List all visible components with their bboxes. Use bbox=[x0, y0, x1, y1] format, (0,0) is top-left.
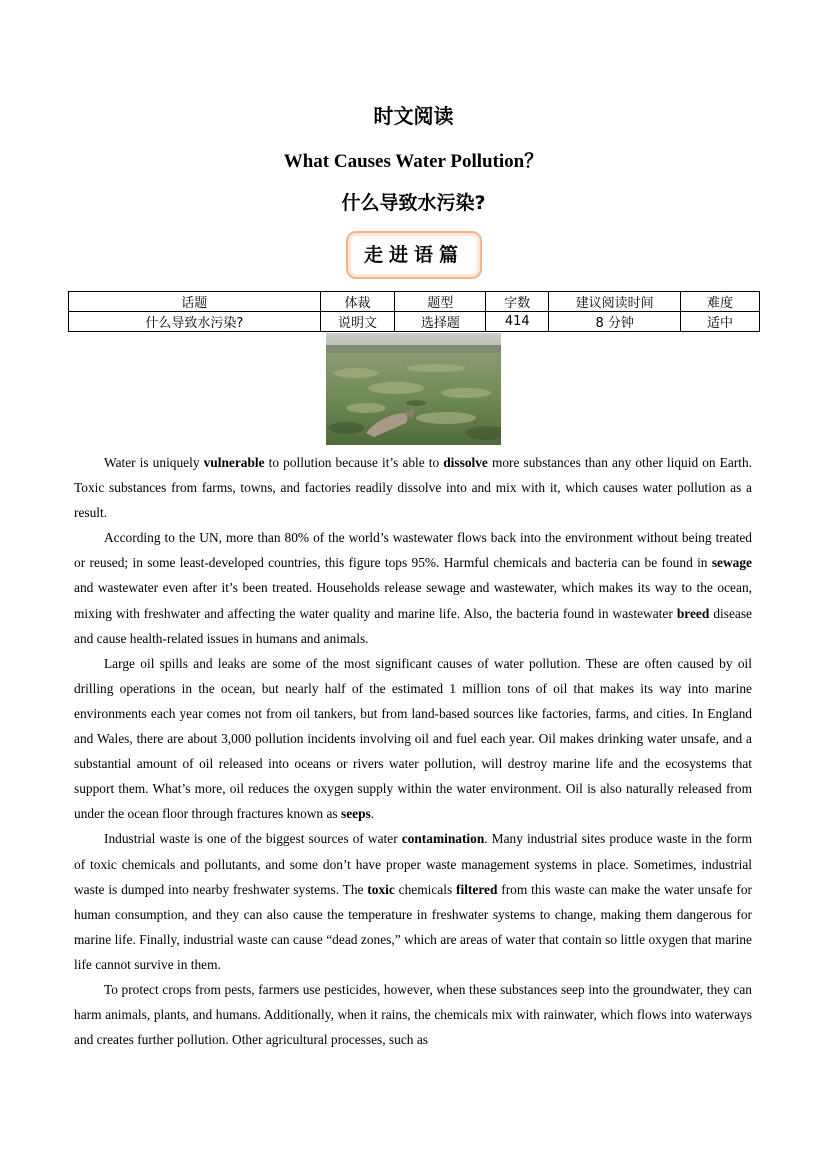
table-header-row bbox=[69, 292, 760, 312]
cell-word-count: 414 bbox=[486, 312, 549, 332]
cell-genre: 说明文 bbox=[320, 312, 395, 332]
article-title-chinese: 什么导致水污染? bbox=[341, 192, 486, 214]
paragraph-3 bbox=[74, 651, 752, 827]
header-reading-time: 建议阅读时间 bbox=[549, 292, 681, 312]
keyword-dissolve: dissolve bbox=[443, 455, 488, 470]
paragraph-4 bbox=[74, 826, 752, 977]
reading-info-table bbox=[68, 291, 760, 332]
article-body bbox=[74, 450, 752, 1052]
table-row bbox=[69, 312, 760, 332]
text-segment: chemicals bbox=[394, 881, 457, 897]
paragraph-1 bbox=[74, 450, 752, 525]
cell-question-type: 选择题 bbox=[395, 312, 486, 332]
text-segment: from this waste can make the water unsafe for human consumption, and they can also cause the temperature in freshwater systems to change, making them dangerous for marine life. Finally, industrial waste can cause “dead zones,” which are areas of water that contain so little oxygen that marine life cannot survive in them. bbox=[74, 881, 752, 972]
article-title-english: What Causes Water Pollution？ bbox=[283, 151, 544, 172]
keyword-toxic: toxic bbox=[367, 881, 395, 897]
text-segment: Large oil spills and leaks are some of the most significant causes of water pollution. These are often caused by oil drilling operations in the ocean, but nearly half of the estimated 1 million tons of oil that makes its way into marine environments each year comes not from oil tankers, but from land-based sources like factories, farms, and cities. In England and Wales, there are about 3,000 pollution incidents involving oil and fuel each year. Oil makes drinking water unsafe, and a substantial amount of oil released into oceans or rivers water pollution, will destroy marine life and the ecosystems that support them. What’s more, oil reduces the oxygen supply within the water environment. Oil is also naturally released from under the ocean floor through fractures known as bbox=[74, 655, 752, 822]
polluted-water-illustration bbox=[326, 333, 501, 445]
paragraph-2 bbox=[74, 525, 752, 650]
text-segment: To protect crops from pests, farmers use pesticides, however, when these substances seep into the groundwater, they can harm animals, plants, and humans. Additionally, when it rains, the chemicals mix with rainwater, which flows into waterways and creates further pollution. Other agricultural processes, such as bbox=[74, 981, 752, 1048]
paragraph-5 bbox=[74, 977, 752, 1052]
cell-difficulty: 适中 bbox=[681, 312, 760, 332]
text-segment: disease and cause health-related issues in humans and animals. bbox=[74, 605, 752, 646]
text-segment: . bbox=[370, 806, 375, 822]
keyword-breed: breed bbox=[676, 605, 710, 621]
header-question-type: 题型 bbox=[395, 292, 486, 312]
text-segment: to pollution because it’s able to bbox=[264, 455, 444, 470]
cell-topic: 什么导致水污染? bbox=[69, 312, 321, 332]
keyword-filtered: filtered bbox=[456, 881, 498, 897]
text-segment: Water is uniquely bbox=[104, 455, 204, 470]
header-topic: 话题 bbox=[69, 292, 321, 312]
keyword-vulnerable: vulnerable bbox=[203, 455, 265, 470]
keyword-contamination: contamination bbox=[401, 831, 485, 847]
header-genre: 体裁 bbox=[320, 292, 395, 312]
header-word-count: 字数 bbox=[486, 292, 549, 312]
keyword-seeps: seeps bbox=[340, 806, 371, 822]
section-badge: 走进语篇 bbox=[346, 231, 482, 279]
polluted-water-photo bbox=[326, 333, 501, 445]
cell-reading-time: 8 分钟 bbox=[549, 312, 681, 332]
section-title: 时文阅读 bbox=[373, 104, 454, 128]
text-segment: more substances than any other liquid on Earth. Toxic substances from farms, towns, and factories readily dissolve into and mix with it, which causes water pollution as a result. bbox=[74, 455, 752, 521]
text-segment: and wastewater even after it’s been treated. Households release sewage and wastewater, which makes its way to the ocean, mixing with freshwater and affecting the water quality and marine life. Also, the bacteria found in wastewater bbox=[74, 580, 752, 621]
text-segment: Industrial waste is one of the biggest sources of water bbox=[104, 831, 402, 847]
text-segment: . Many industrial sites produce waste in the form of toxic chemicals and pollutants, and some don’t have proper waste management systems in place. Sometimes, industrial waste is dumped into nearby freshwater systems. The bbox=[74, 831, 752, 897]
keyword-sewage: sewage bbox=[711, 555, 752, 571]
text-segment: According to the UN, more than 80% of the world’s wastewater flows back into the environment without being treated or reused; in some least-developed countries, this figure tops 95%. Harmful chemicals and bacteria can be found in bbox=[74, 530, 752, 571]
header-difficulty: 难度 bbox=[681, 292, 760, 312]
